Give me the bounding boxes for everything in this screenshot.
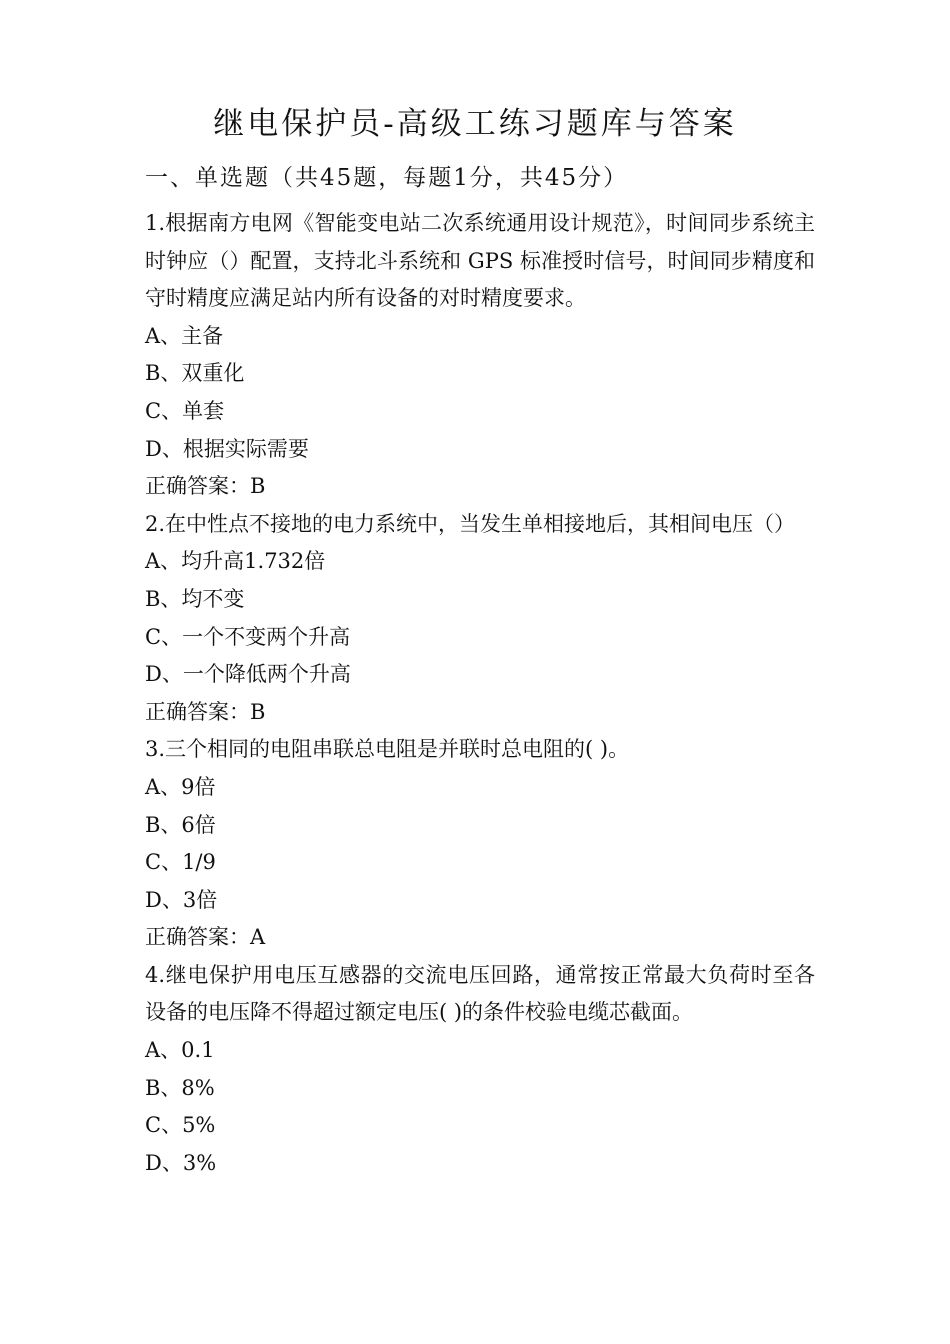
question-list <box>145 205 815 1182</box>
correct-answer: 正确答案：B <box>145 699 266 724</box>
option-d: D、根据实际需要 <box>145 436 309 461</box>
option-b: B、双重化 <box>145 361 245 386</box>
option-d: D、3% <box>145 1150 217 1175</box>
option-a: A、9倍 <box>145 774 216 799</box>
option-b: B、6倍 <box>145 812 216 837</box>
option-a: A、主备 <box>145 323 224 348</box>
section-heading: 一、单选题（共45题，每题1分，共45分） <box>145 165 629 191</box>
question-3 <box>145 731 815 957</box>
option-d: D、一个降低两个升高 <box>145 662 351 687</box>
question-2 <box>145 506 815 732</box>
option-a: A、0.1 <box>145 1038 215 1063</box>
document-title: 继电保护员-高级工练习题库与答案 <box>213 106 737 142</box>
correct-answer: 正确答案：B <box>145 474 266 499</box>
question-4 <box>145 957 815 1183</box>
question-stem: 3.三个相同的电阻串联总电阻是并联时总电阻的( )。 <box>145 737 630 762</box>
question-stem: 4.继电保护用电压互感器的交流电压回路，通常按正常最大负荷时至各设备的电压降不得超过额定电压( )的条件校验电缆芯截面。 <box>145 962 815 1025</box>
option-c: C、一个不变两个升高 <box>145 624 351 649</box>
question-stem: 2.在中性点不接地的电力系统中，当发生单相接地后，其相间电压（） <box>145 511 796 536</box>
question-stem: 1.根据南方电网《智能变电站二次系统通用设计规范》，时间同步系统主时钟应（）配置，支持北斗系统和 GPS 标准授时信号，时间同步精度和守时精度应满足站内所有设备的对时精度要求。 <box>145 211 815 311</box>
option-b: B、均不变 <box>145 586 245 611</box>
option-a: A、均升高1.732倍 <box>145 549 326 574</box>
option-c: C、5% <box>145 1113 216 1138</box>
option-c: C、1/9 <box>145 850 216 875</box>
correct-answer: 正确答案：A <box>145 925 266 950</box>
question-1 <box>145 205 815 506</box>
option-c: C、单套 <box>145 398 225 423</box>
option-b: B、8% <box>145 1075 215 1100</box>
option-d: D、3倍 <box>145 887 218 912</box>
